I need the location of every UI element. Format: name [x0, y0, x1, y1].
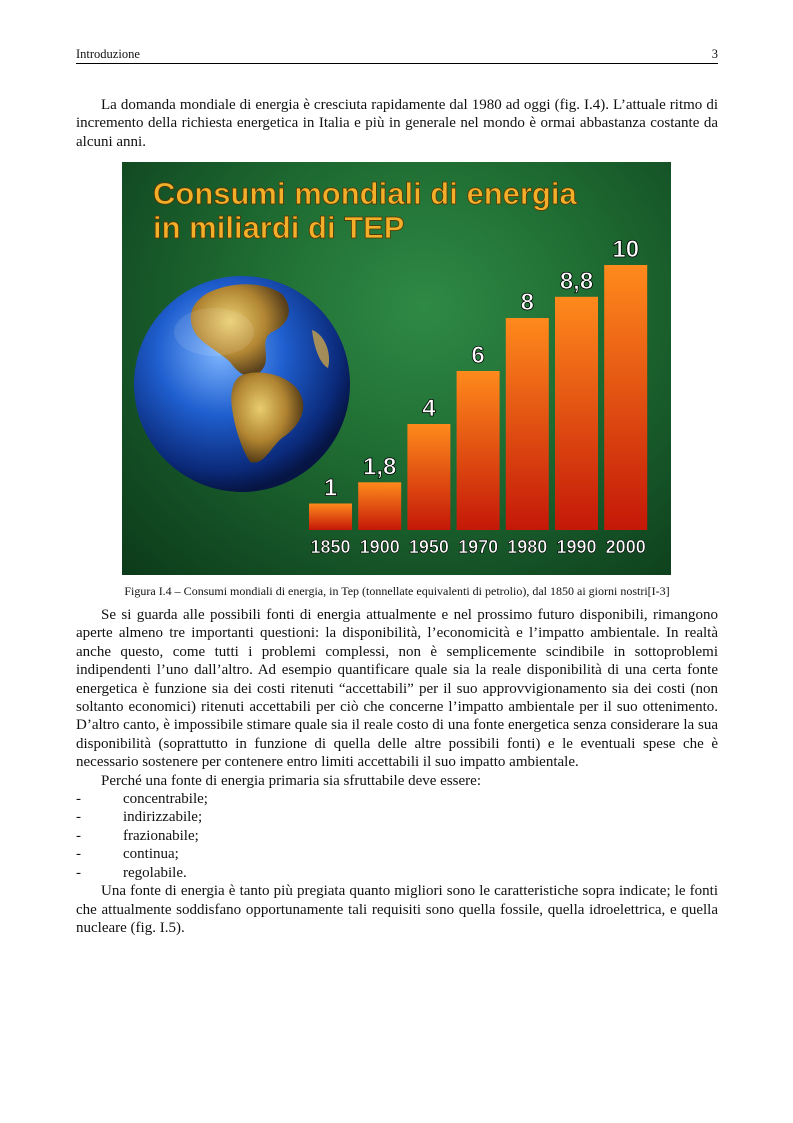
- x-tick-label: 1850: [310, 537, 351, 557]
- main-text-block: [76, 606, 718, 937]
- list-dash: -: [76, 791, 81, 808]
- paragraph-conclusion: Una fonte di energia è tanto più pregiata quanto migliori sono le caratteristiche sopra indicate; le fonti che attualmente soddisfano opportunamente tali requisiti sono quella fossile, quella idroelettrica, e quella nucleare (fig. I.5).: [76, 883, 718, 936]
- bar-1850: [309, 504, 352, 531]
- intro-paragraph: La domanda mondiale di energia è cresciuta rapidamente dal 1980 ad oggi (fig. I.4). L’attuale ritmo di incremento della richiesta energetica in Italia e più in generale nel mondo è ormai abbastanza costante da alcuni anni.: [76, 97, 718, 150]
- chart-title-line2: in miliardi di TEP: [153, 210, 405, 245]
- header-section-title: Introduzione: [76, 47, 140, 61]
- bar-value-label: 1,8: [363, 453, 397, 481]
- list-dash: -: [76, 809, 81, 826]
- list-item-text: frazionabile;: [123, 827, 199, 844]
- bar-1970: [457, 371, 500, 530]
- list-item: [76, 827, 718, 845]
- requirements-list: [76, 790, 718, 882]
- bar-value-label: 8: [520, 289, 534, 316]
- list-item: [76, 790, 718, 808]
- bar-value-label: 1: [323, 474, 338, 502]
- list-dash: -: [76, 864, 81, 881]
- x-tick-label: 1980: [507, 537, 548, 557]
- bar-1950: [407, 424, 450, 530]
- globe-illustration: [134, 276, 350, 492]
- x-tick-label: 1900: [359, 537, 400, 557]
- x-tick-label: 1990: [556, 537, 597, 557]
- list-dash: -: [76, 846, 81, 863]
- globe-highlight: [174, 308, 254, 356]
- page-number: 3: [711, 47, 718, 61]
- intro-text-block: [76, 96, 718, 151]
- bar-2000: [604, 265, 647, 530]
- bar-chart: [122, 162, 671, 575]
- bar-1990: [555, 297, 598, 530]
- x-tick-label: 2000: [605, 537, 646, 557]
- list-item: [76, 808, 718, 826]
- list-item-text: indirizzabile;: [123, 809, 203, 826]
- chart-title: [153, 176, 577, 245]
- figure-caption: Figura I.4 – Consumi mondiali di energia, in Tep (tonnellate equivalenti di petrolio), dal 1850 ai giorni nostri[I-3]: [124, 584, 670, 598]
- bar-value-label: 10: [612, 236, 640, 263]
- list-item-text: concentrabile;: [123, 791, 208, 808]
- paragraph-requirements-intro: Perché una fonte di energia primaria sia sfruttabile deve essere:: [101, 772, 481, 789]
- bar-1900: [358, 482, 401, 530]
- list-item-text: continua;: [123, 846, 179, 863]
- paragraph-availability: Se si guarda alle possibili fonti di energia attualmente e nel prossimo futuro disponibili, rimangono aperte almeno tre importanti questioni: la disponibilità, l’economicità e l’impatto ambientale. In realtà anche questo, come tutti i problemi complessi, non è semplicemente scindibile in sottoproblemi indipendenti l’uno dall’altro. Ad esempio quantificare quale sia la reale disponibilità di una certa fonte energetica è funzione sia dei costi ritenuti “accettabili” per il suo approvvigionamento sia dei costi (non soltanto economici) ritenuti accettabili per ciò che concerne l’impatto ambientale per il suo ottenimento. D’altro canto, è impossibile stimare quale sia il reale costo di una fonte energetica senza considerare la sua disponibilità (soprattutto in funzione di quella delle altre possibili fonti) e le eventuali spese che è necessario sostenere per contenere entro limiti accettabili il suo impatto ambientale.: [76, 607, 718, 771]
- x-tick-label: 1950: [408, 537, 449, 557]
- bar-value-label: 4: [422, 395, 436, 422]
- bars-group: [309, 236, 647, 557]
- bar-value-label: 8,8: [559, 267, 594, 295]
- list-item-text: regolabile.: [123, 864, 187, 881]
- list-item: [76, 864, 718, 882]
- list-item: [76, 845, 718, 863]
- energy-consumption-figure: [122, 162, 671, 575]
- chart-title-line1: Consumi mondiali di energia: [153, 176, 577, 211]
- page-header: [76, 47, 718, 64]
- bar-value-label: 6: [471, 342, 485, 369]
- x-tick-label: 1970: [458, 537, 499, 557]
- bar-1980: [506, 318, 549, 530]
- list-dash: -: [76, 827, 81, 844]
